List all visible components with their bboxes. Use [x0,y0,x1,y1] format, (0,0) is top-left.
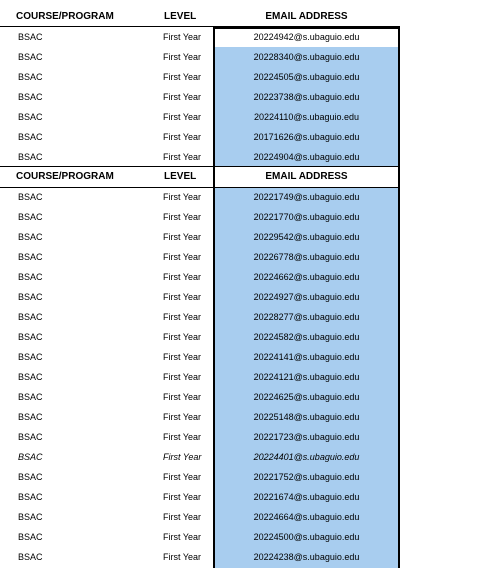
email-cell[interactable]: 20171626@s.ubaguio.edu [253,132,360,142]
course-cell[interactable]: BSAC [18,412,43,422]
level-cell[interactable]: First Year [163,272,202,282]
level-cell[interactable]: First Year [163,552,202,562]
table-row[interactable] [0,67,478,87]
email-cell[interactable]: 20221674@s.ubaguio.edu [253,492,360,502]
header-level: LEVEL [164,11,197,22]
course-cell[interactable]: BSAC [18,352,43,362]
email-cell[interactable]: 20224121@s.ubaguio.edu [253,372,360,382]
email-cell[interactable]: 20224110@s.ubaguio.edu [253,112,360,122]
header-email: EMAIL ADDRESS [265,11,348,22]
email-cell[interactable]: 20224904@s.ubaguio.edu [253,152,360,162]
level-cell[interactable]: First Year [163,452,202,462]
email-cell[interactable]: 20224238@s.ubaguio.edu [253,552,360,562]
header-level: LEVEL [164,171,197,182]
email-cell[interactable]: 20224927@s.ubaguio.edu [253,292,360,302]
table-row[interactable] [0,27,478,47]
level-cell[interactable]: First Year [163,472,202,482]
level-cell[interactable]: First Year [163,152,202,162]
email-cell[interactable]: 20224664@s.ubaguio.edu [253,512,360,522]
table-row[interactable] [0,447,478,467]
email-cell[interactable]: 20221770@s.ubaguio.edu [253,212,360,222]
level-cell[interactable]: First Year [163,312,202,322]
header-course: COURSE/PROGRAM [16,11,114,22]
email-cell[interactable]: 20224141@s.ubaguio.edu [253,352,360,362]
level-cell[interactable]: First Year [163,412,202,422]
email-cell[interactable]: 20224500@s.ubaguio.edu [253,532,360,542]
table-row[interactable] [0,147,478,167]
level-cell[interactable]: First Year [163,252,202,262]
level-cell[interactable]: First Year [163,352,202,362]
level-cell[interactable]: First Year [163,52,202,62]
table-row[interactable] [0,507,478,527]
course-cell[interactable]: BSAC [18,372,43,382]
level-cell[interactable]: First Year [163,332,202,342]
course-cell[interactable]: BSAC [18,232,43,242]
email-cell[interactable]: 20221723@s.ubaguio.edu [253,432,360,442]
course-cell[interactable]: BSAC [18,72,43,82]
table-row[interactable] [0,47,478,67]
table-row[interactable] [0,427,478,447]
table-row[interactable] [0,87,478,107]
level-cell[interactable]: First Year [163,392,202,402]
email-cell[interactable]: 20224942@s.ubaguio.edu [253,32,360,42]
header-course: COURSE/PROGRAM [16,171,114,182]
email-cell[interactable]: 20224662@s.ubaguio.edu [253,272,360,282]
level-cell[interactable]: First Year [163,212,202,222]
table-row[interactable] [0,327,478,347]
header-email: EMAIL ADDRESS [265,171,348,182]
course-cell[interactable]: BSAC [18,512,43,522]
table-row[interactable] [0,367,478,387]
table-row[interactable] [0,107,478,127]
email-cell[interactable]: 20221752@s.ubaguio.edu [253,472,360,482]
table-row[interactable] [0,387,478,407]
course-cell[interactable]: BSAC [18,552,43,562]
course-cell[interactable]: BSAC [18,432,43,442]
course-cell[interactable]: BSAC [18,92,43,102]
table-row[interactable] [0,127,478,147]
course-cell[interactable]: BSAC [18,292,43,302]
email-cell[interactable]: 20223738@s.ubaguio.edu [253,92,360,102]
table-row[interactable] [0,487,478,507]
course-cell[interactable]: BSAC [18,272,43,282]
table-row[interactable] [0,307,478,327]
course-cell[interactable]: BSAC [18,492,43,502]
level-cell[interactable]: First Year [163,232,202,242]
table-row[interactable] [0,207,478,227]
level-cell[interactable]: First Year [163,532,202,542]
table-row[interactable] [0,347,478,367]
table-row[interactable] [0,247,478,267]
course-cell[interactable]: BSAC [18,112,43,122]
level-cell[interactable]: First Year [163,372,202,382]
table-row[interactable] [0,187,478,207]
level-cell[interactable]: First Year [163,292,202,302]
level-cell[interactable]: First Year [163,132,202,142]
email-cell[interactable]: 20225148@s.ubaguio.edu [253,412,360,422]
level-cell[interactable]: First Year [163,32,202,42]
table-row[interactable] [0,467,478,487]
course-cell[interactable]: BSAC [18,52,43,62]
course-cell[interactable]: BSAC [18,452,43,462]
email-cell[interactable]: 20221749@s.ubaguio.edu [253,192,360,202]
course-cell[interactable]: BSAC [18,392,43,402]
level-cell[interactable]: First Year [163,192,202,202]
table-row[interactable] [0,227,478,247]
header-row-2 [0,167,400,187]
level-cell[interactable]: First Year [163,72,202,82]
table-row[interactable] [0,287,478,307]
email-cell[interactable]: 20226778@s.ubaguio.edu [253,252,360,262]
course-cell[interactable]: BSAC [18,472,43,482]
course-cell[interactable]: BSAC [18,252,43,262]
email-cell[interactable]: 20228340@s.ubaguio.edu [253,52,360,62]
email-cell[interactable]: 20224505@s.ubaguio.edu [253,72,360,82]
course-cell[interactable]: BSAC [18,132,43,142]
course-cell[interactable]: BSAC [18,152,43,162]
level-cell[interactable]: First Year [163,112,202,122]
email-cell[interactable]: 20228277@s.ubaguio.edu [253,312,360,322]
level-cell[interactable]: First Year [163,92,202,102]
header-row-1 [0,7,400,27]
level-cell[interactable]: First Year [163,432,202,442]
table-row[interactable] [0,267,478,287]
course-cell[interactable]: BSAC [18,332,43,342]
course-cell[interactable]: BSAC [18,212,43,222]
level-cell[interactable]: First Year [163,512,202,522]
course-cell[interactable]: BSAC [18,312,43,322]
course-cell[interactable]: BSAC [18,532,43,542]
table-row[interactable] [0,527,478,547]
email-cell[interactable]: 20229542@s.ubaguio.edu [253,232,360,242]
email-cell[interactable]: 20224582@s.ubaguio.edu [253,332,360,342]
email-cell[interactable]: 20224625@s.ubaguio.edu [253,392,360,402]
table-row[interactable] [0,407,478,427]
level-cell[interactable]: First Year [163,492,202,502]
course-cell[interactable]: BSAC [18,192,43,202]
table-row[interactable] [0,547,478,567]
course-cell[interactable]: BSAC [18,32,43,42]
email-cell[interactable]: 20224401@s.ubaguio.edu [253,452,360,462]
